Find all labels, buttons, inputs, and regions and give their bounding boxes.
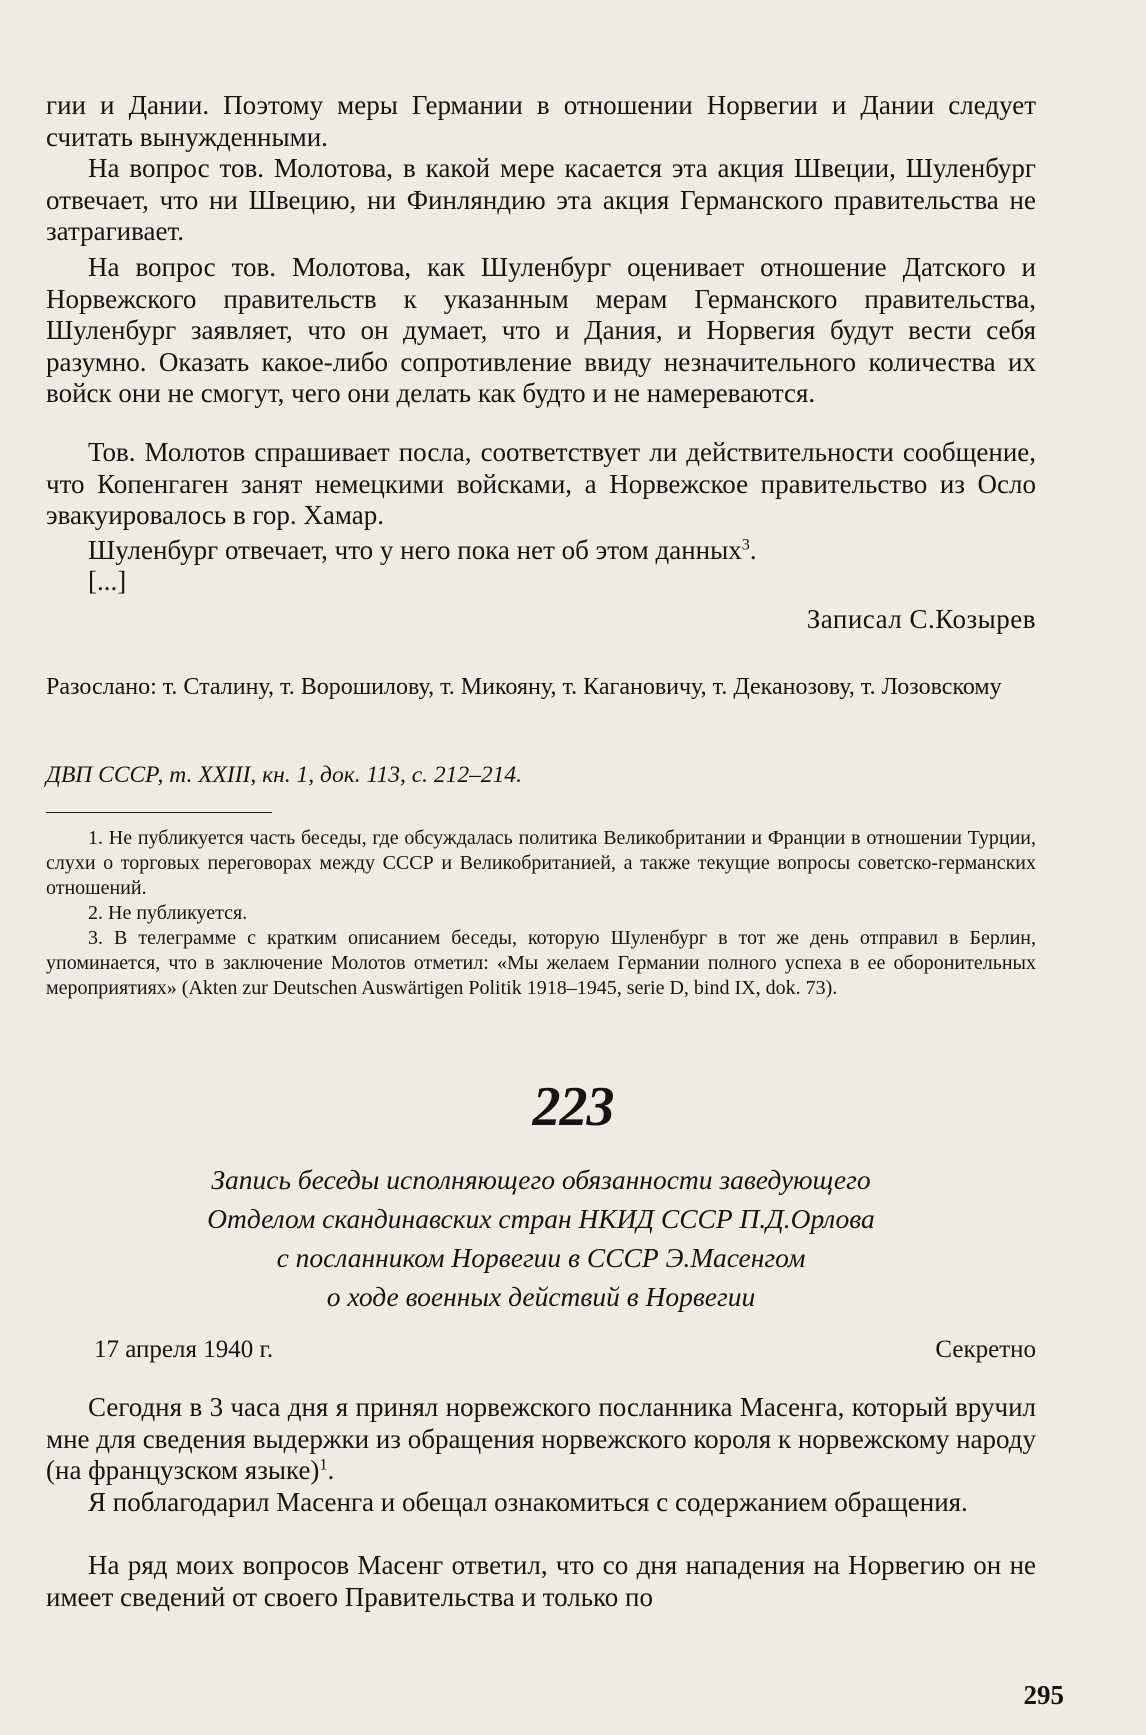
- paragraph-text: Сегодня в 3 часа дня я принял норвежского посланника Масенга, который вручил мне для сведения выдержки из обращения норвежского короля к норвежскому народу (на французском языке): [46, 1392, 1036, 1485]
- footnote-ref: 3: [741, 535, 750, 554]
- omission-mark: [...]: [88, 566, 127, 596]
- source-citation: ДВП СССР, т. XXIII, кн. 1, док. 113, с. 212–214.: [46, 762, 523, 788]
- paragraph-governments-attitude: На вопрос тов. Молотова, как Шуленбург оценивает отношение Датского и Норвежского правительств к указанным мерам Германского правительства, Шуленбург заявляет, что он думает, что и Дания, и Норвегия будут вести себя разумно. Оказать какое-либо сопротивление ввиду незначительного количества их войск они не смогут, чего они делать как будто и не намереваются.: [46, 252, 1036, 408]
- paragraph-received-envoy: Сегодня в 3 часа дня я принял норвежского посланника Масенга, который вручил мне для сведения выдержки из обращения норвежского короля к норвежскому народу (на французском языке)$^1$.: [46, 1392, 1036, 1485]
- paragraph-answers: На ряд моих вопросов Масенг ответил, что со дня нападения на Норвегию он не имеет сведений от своего Правительства и только по: [46, 1550, 1036, 1612]
- footnote-ref: 1: [319, 1455, 328, 1474]
- document-title: [46, 1160, 1036, 1316]
- paragraph-copenhagen-question: Тов. Молотов спрашивает посла, соответствует ли действительности сообщение, что Копенгаген занят немецкими войсками, а Норвежское правительство из Осло эвакуировалось в гор. Хамар.: [46, 437, 1036, 530]
- footnote-divider: [46, 812, 272, 813]
- page-number: 295: [1023, 1680, 1064, 1710]
- footnotes: [46, 826, 1036, 1001]
- paragraph-continuation: гии и Дании. Поэтому меры Германии в отношении Норвегии и Дании следует считать вынужденными.: [46, 90, 1036, 152]
- paragraph-thanked: Я поблагодарил Масенга и обещал ознакомиться с содержанием обращения.: [88, 1487, 968, 1517]
- footnote-1: 1. Не публикуется часть беседы, где обсуждалась политика Великобритании и Франции в отношении Турции, слухи о торговых переговорах между СССР и Великобританией, а также текущие вопросы советско-германских отношений.: [46, 827, 1036, 899]
- footnote-2: 2. Не публикуется.: [88, 902, 248, 924]
- document-date: 17 апреля 1940 г.: [94, 1336, 274, 1363]
- signed-by: Записал С.Козырев: [806, 604, 1036, 634]
- classification-label: Секретно: [935, 1336, 1036, 1363]
- paragraph-sweden-question: На вопрос тов. Молотова, в какой мере касается эта акция Швеции, Шуленбург отвечает, что ни Швецию, ни Финляндию эта акция Германского правительства не затрагивает.: [46, 153, 1036, 246]
- paragraph-schulenburg-answer: Шуленбург отвечает, что у него пока нет об этом данных$^3$.: [88, 535, 757, 565]
- document-title-line: о ходе военных действий в Норвегии: [326, 1281, 756, 1312]
- paragraph-text: Шуленбург отвечает, что у него пока нет об этом данных: [88, 535, 742, 565]
- footnote-3: 3. В телеграмме с кратким описанием беседы, которую Шуленбург в тот же день отправил в Берлин, упоминается, что в заключение Молотов отметил: «Мы желаем Германии полного успеха в ее оборонительных мероприятиях» (Akten zur Deutschen Auswärtigen Politik 1918–1945, serie D, bind IX, dok. 73).: [46, 927, 1036, 999]
- distribution-list: Разослано: т. Сталину, т. Ворошилову, т. Микояну, т. Кагановичу, т. Деканозову, т. Лозовскому: [46, 674, 1002, 700]
- document-number: 223: [532, 1076, 614, 1138]
- document-title-line: с посланником Норвегии в СССР Э.Масенгом: [276, 1242, 806, 1273]
- document-title-line: Отделом скандинавских стран НКИД СССР П.Д.Орлова: [207, 1203, 875, 1234]
- document-title-line: Запись беседы исполняющего обязанности заведующего: [211, 1164, 871, 1195]
